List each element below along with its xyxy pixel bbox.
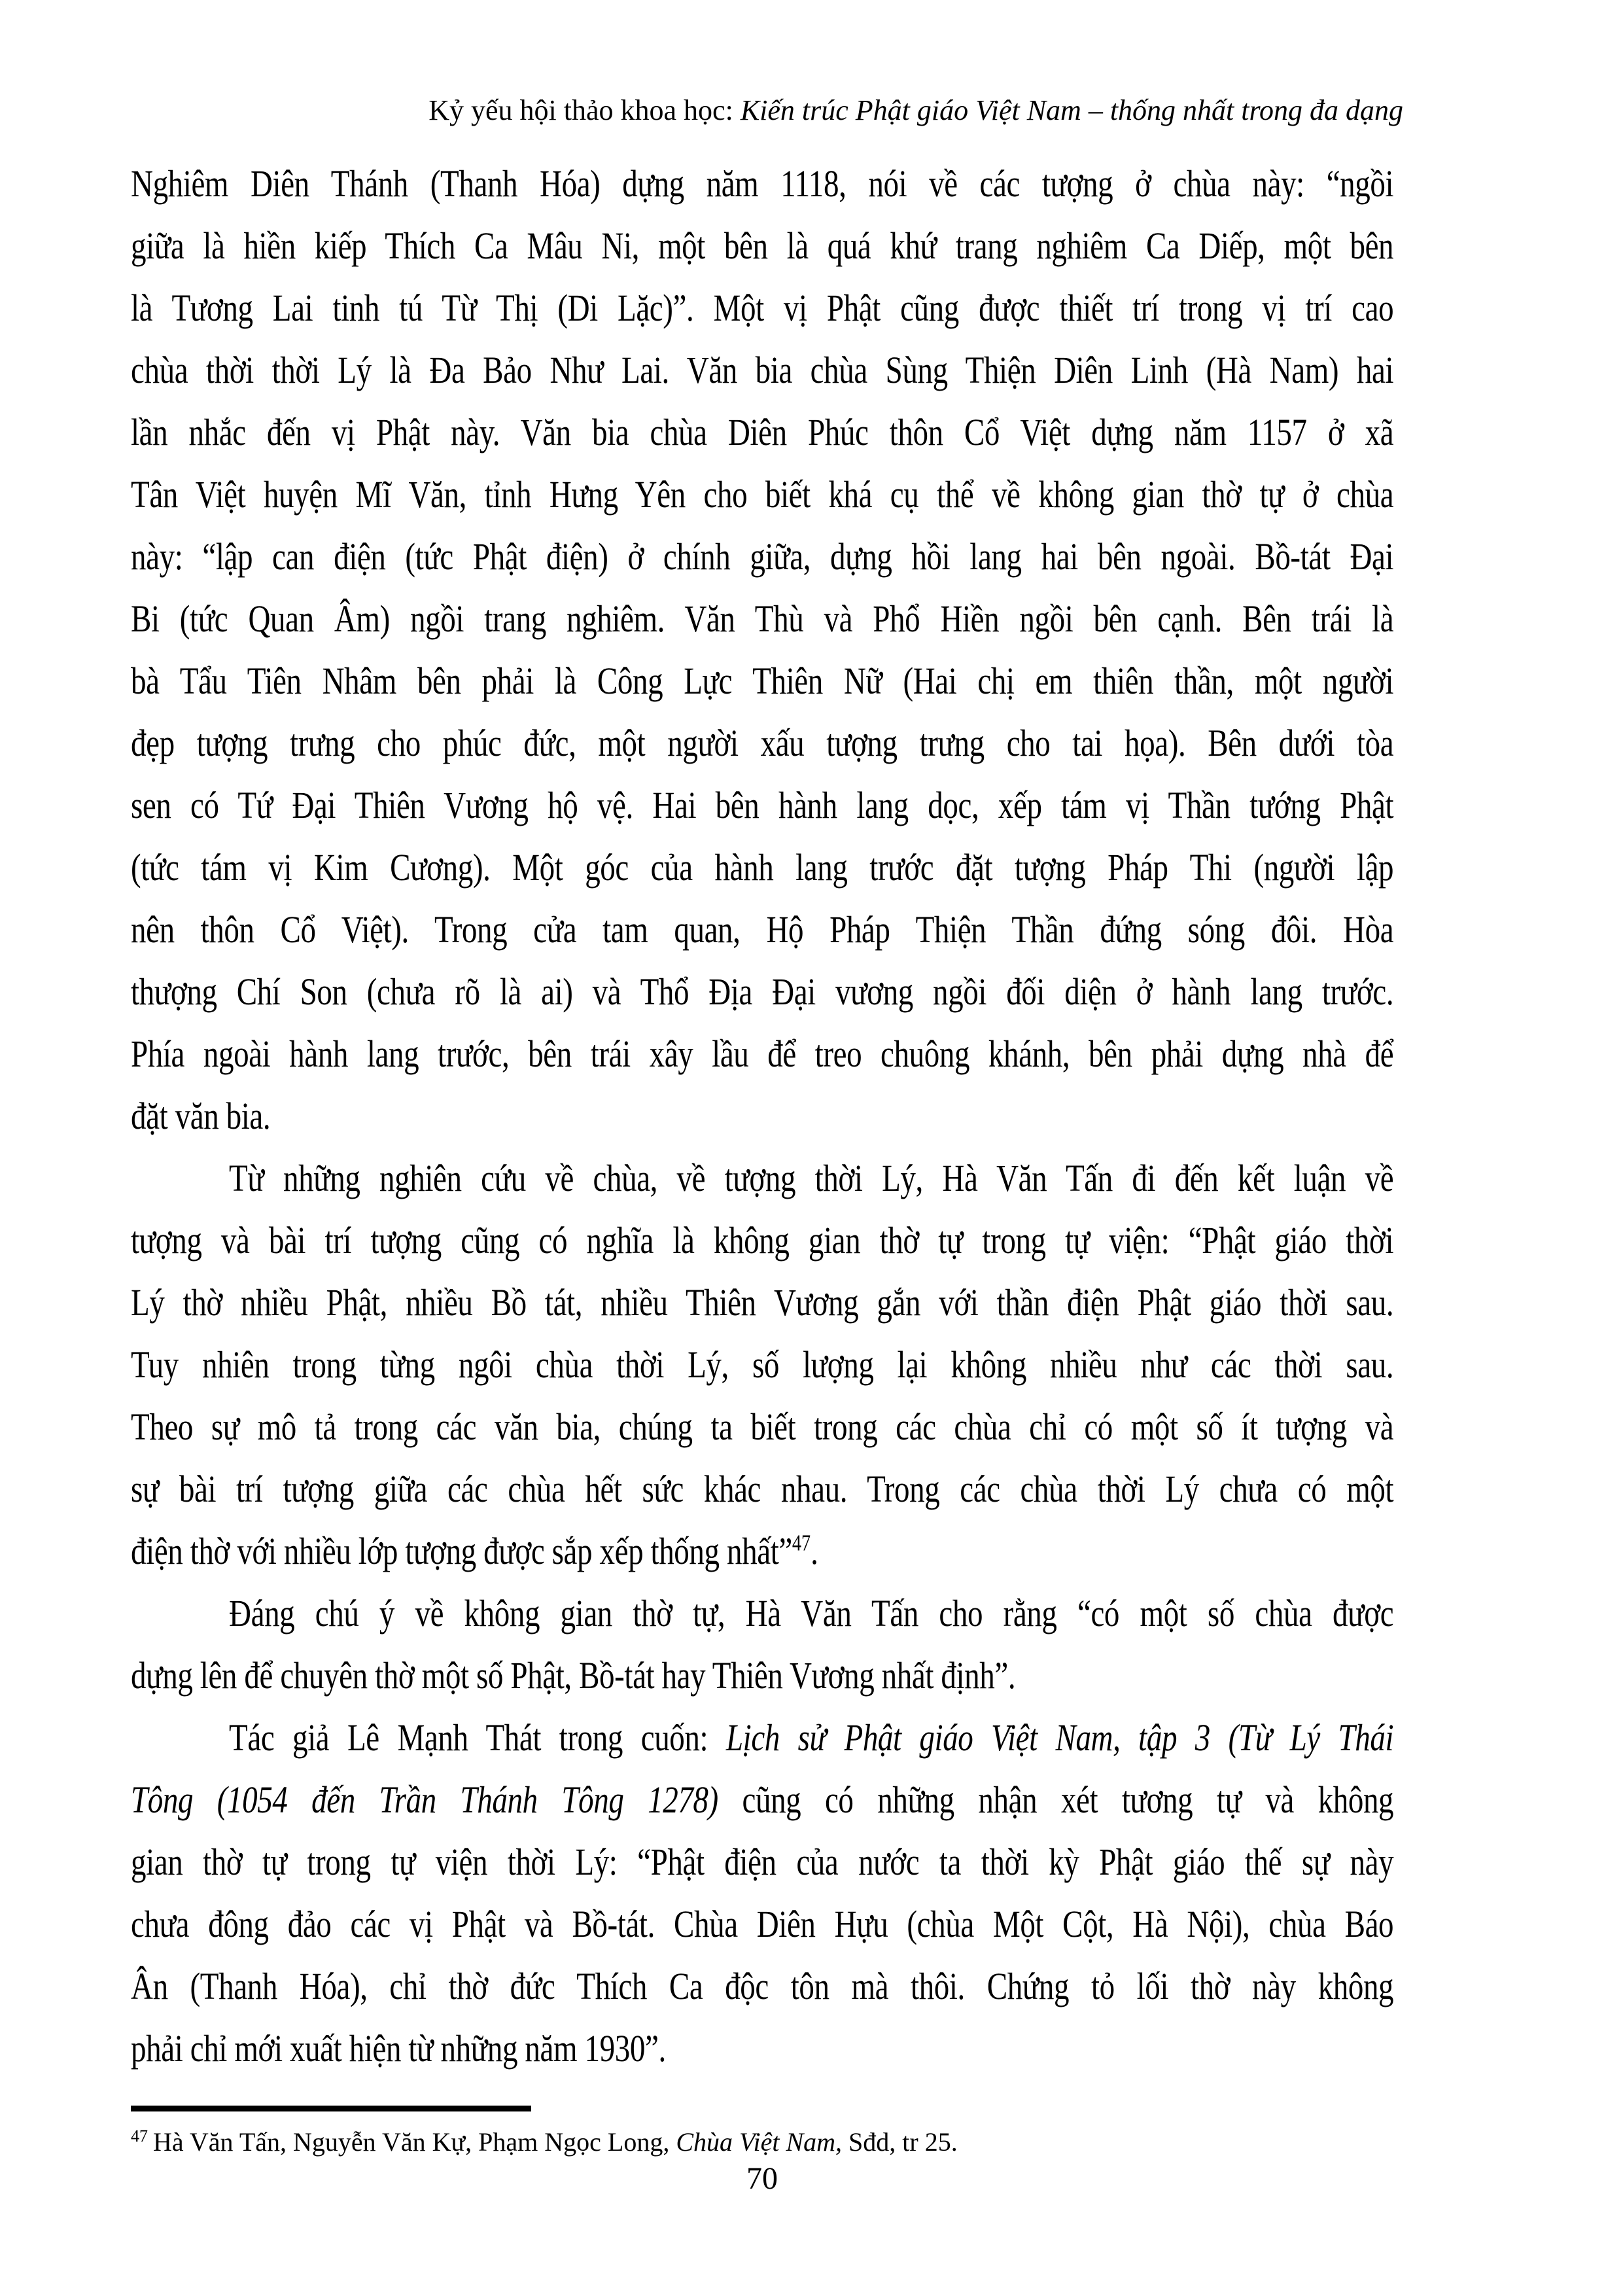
body-line	[131, 1023, 1393, 1085]
italic-text-run: Tông (1054 đến Trần Thánh Tông 1278)	[131, 1778, 718, 1821]
text-run: đẹp tượng trưng cho phúc đức, một người xấu tượng trưng cho tai họa). Bên dưới tòa	[131, 722, 1394, 764]
text-run: dựng lên để chuyên thờ một số Phật, Bồ-tát hay Thiên Vương nhất định”.	[131, 1654, 1016, 1697]
text-run: chưa đông đảo các vị Phật và Bồ-tát. Chùa Diên Hựu (chùa Một Cột, Hà Nội), chùa Báo	[131, 1903, 1394, 1945]
body-line	[131, 1893, 1393, 1955]
body-line	[131, 2017, 1393, 2079]
text-run: .	[811, 1530, 818, 1572]
text-run: (tức tám vị Kim Cương). Một góc của hành lang trước đặt tượng Pháp Thi (người lập	[131, 846, 1394, 889]
body-line	[131, 1209, 1393, 1271]
body-line	[131, 712, 1393, 774]
body-line	[131, 836, 1393, 898]
body-line	[131, 152, 1393, 215]
text-run: nên thôn Cổ Việt). Trong cửa tam quan, Hộ Pháp Thiện Thần đứng sóng đôi. Hòa	[131, 908, 1394, 951]
text-run: là Tương Lai tinh tú Từ Thị (Di Lặc)”. Một vị Phật cũng được thiết trí trong vị trí cao	[131, 287, 1394, 329]
text-run: Bi (tức Quan Âm) ngồi trang nghiêm. Văn Thù và Phổ Hiền ngồi bên cạnh. Bên trái là	[131, 597, 1394, 640]
footnote-ref-detail: Sđd, tr 25.	[842, 2127, 958, 2157]
body-line	[131, 525, 1393, 588]
body-line	[131, 215, 1393, 277]
body-line	[131, 1271, 1393, 1333]
body-line	[131, 1333, 1393, 1396]
body-line	[131, 1644, 1393, 1706]
page-number: 70	[746, 2161, 778, 2196]
body-line	[131, 277, 1393, 339]
text-run: Lý thờ nhiều Phật, nhiều Bồ tát, nhiều Thiên Vương gắn với thần điện Phật giáo thời sau.	[131, 1281, 1394, 1324]
running-header	[131, 92, 1403, 130]
body-line	[131, 1831, 1393, 1893]
text-run: lần nhắc đến vị Phật này. Văn bia chùa Diên Phúc thôn Cổ Việt dựng năm 1157 ở xã	[131, 411, 1394, 453]
body-line	[131, 1582, 1393, 1644]
text-run: điện thờ với nhiều lớp tượng được sắp xếp thống nhất”	[131, 1530, 792, 1572]
running-header-prefix: Kỷ yếu hội thảo khoa học:	[428, 94, 741, 126]
text-run: này: “lập can điện (tức Phật điện) ở chính giữa, dựng hồi lang hai bên ngoài. Bồ-tát Đại	[131, 535, 1394, 578]
body-line	[131, 961, 1393, 1023]
footnote-marker: 47	[131, 2126, 148, 2146]
superscript-footnote-ref: 47	[792, 1530, 811, 1556]
text-run: Ân (Thanh Hóa), chỉ thờ đức Thích Ca độc tôn mà thôi. Chứng tỏ lối thờ này không	[131, 1965, 1394, 2007]
text-run: Đáng chú ý về không gian thờ tự, Hà Văn Tấn cho rằng “có một số chùa được	[229, 1592, 1394, 1634]
body-line	[131, 650, 1393, 712]
text-run: chùa thời thời Lý là Đa Bảo Như Lai. Văn bia chùa Sùng Thiện Diên Linh (Hà Nam) hai	[131, 349, 1394, 391]
body-line	[131, 1396, 1393, 1458]
body-line	[131, 401, 1393, 463]
text-run: phải chỉ mới xuất hiện từ những năm 1930”.	[131, 2027, 666, 2070]
text-run: tượng và bài trí tượng cũng có nghĩa là không gian thờ tự trong tự viện: “Phật giáo thời	[131, 1219, 1394, 1262]
text-run: Nghiêm Diên Thánh (Thanh Hóa) dựng năm 1118, nói về các tượng ở chùa này: “ngồi	[131, 162, 1394, 205]
text-run: Tân Việt huyện Mĩ Văn, tỉnh Hưng Yên cho biết khá cụ thể về không gian thờ tự ở chùa	[131, 473, 1394, 516]
text-run: sen có Tứ Đại Thiên Vương hộ vệ. Hai bên hành lang dọc, xếp tám vị Thần tướng Phật	[131, 784, 1394, 826]
body-text	[131, 152, 1393, 2079]
text-run: giữa là hiền kiếp Thích Ca Mâu Ni, một bên là quá khứ trang nghiêm Ca Diếp, một bên	[131, 224, 1394, 267]
text-run: Phía ngoài hành lang trước, bên trái xây lầu để treo chuông khánh, bên phải dựng nhà để	[131, 1033, 1394, 1075]
body-line	[131, 1769, 1393, 1831]
body-line	[131, 898, 1393, 961]
body-line	[131, 1458, 1393, 1520]
footnote	[131, 2125, 1403, 2160]
text-run: cũng có những nhận xét tương tự và không	[718, 1778, 1394, 1821]
running-header-title: Kiến trúc Phật giáo Việt Nam – thống nhất trong đa dạng	[740, 94, 1403, 126]
body-line	[131, 1520, 1393, 1582]
footnote-separator-rule	[131, 2106, 531, 2111]
text-run: Tuy nhiên trong từng ngôi chùa thời Lý, số lượng lại không nhiều như các thời sau.	[131, 1343, 1394, 1386]
text-run: sự bài trí tượng giữa các chùa hết sức khác nhau. Trong các chùa thời Lý chưa có một	[131, 1468, 1394, 1510]
body-line	[131, 1085, 1393, 1147]
body-line	[131, 588, 1393, 650]
text-run: Theo sự mô tả trong các văn bia, chúng ta biết trong các chùa chỉ có một số ít tượng và	[131, 1405, 1394, 1448]
footnote-work-title: Chùa Việt Nam,	[676, 2127, 843, 2157]
text-run: gian thờ tự trong tự viện thời Lý: “Phật điện của nước ta thời kỳ Phật giáo thế sự này	[131, 1841, 1394, 1883]
text-run: thượng Chí Son (chưa rõ là ai) và Thổ Địa Đại vương ngồi đối diện ở hành lang trước.	[131, 970, 1394, 1013]
footnote-authors: Hà Văn Tấn, Nguyễn Văn Kự, Phạm Ngọc Long,	[153, 2127, 676, 2157]
body-line	[131, 1955, 1393, 2017]
body-line	[131, 1706, 1393, 1769]
body-line	[131, 774, 1393, 836]
body-line	[131, 339, 1393, 401]
body-line	[131, 1147, 1393, 1209]
text-run: Tác giả Lê Mạnh Thát trong cuốn:	[229, 1716, 726, 1759]
text-run: bà Tẩu Tiên Nhâm bên phải là Công Lực Thiên Nữ (Hai chị em thiên thần, một người	[131, 660, 1394, 702]
italic-text-run: Lịch sử Phật giáo Việt Nam, tập 3 (Từ Lý Thái	[725, 1716, 1394, 1759]
body-line	[131, 463, 1393, 525]
text-run: Từ những nghiên cứu về chùa, về tượng thời Lý, Hà Văn Tấn đi đến kết luận về	[229, 1157, 1394, 1199]
text-run: đặt văn bia.	[131, 1095, 271, 1137]
